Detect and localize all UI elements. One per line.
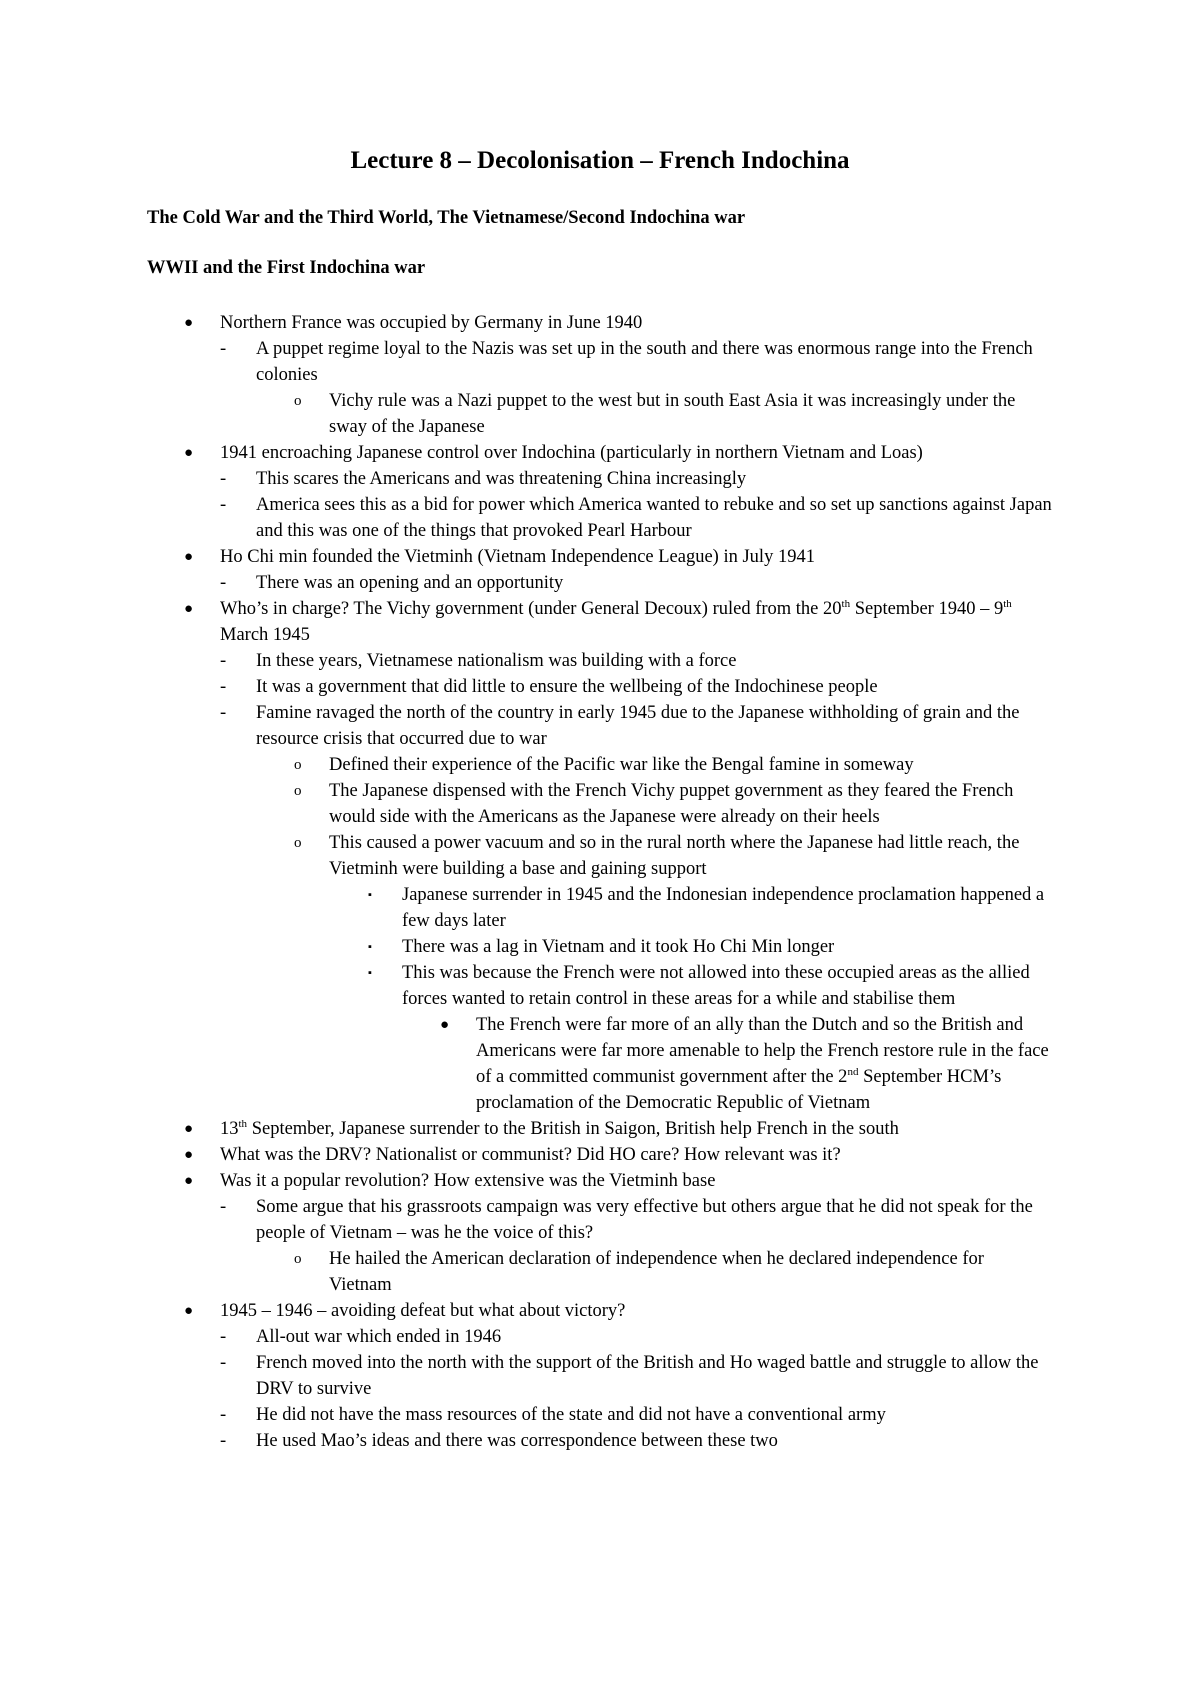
list-item-text: This scares the Americans and was threatening China increasingly bbox=[256, 469, 747, 489]
section-heading-wwii: WWII and the First Indochina war bbox=[147, 258, 426, 278]
dash-icon: - bbox=[220, 1431, 227, 1451]
list-item bbox=[220, 648, 1064, 674]
dash-icon: - bbox=[220, 1353, 227, 1373]
list-item-text: In these years, Vietnamese nationalism was building with a force bbox=[256, 651, 737, 671]
list-item bbox=[184, 1116, 1060, 1142]
list-item bbox=[184, 1168, 1060, 1194]
list-item-text: America sees this as a bid for power which America wanted to rebuke and so set up sanctions against Japan and this was one of the things that provoked Pearl Harbour bbox=[256, 495, 1052, 541]
list-item-text: There was a lag in Vietnam and it took Ho Chi Min longer bbox=[402, 937, 835, 957]
list-item bbox=[220, 1350, 1064, 1402]
list-item bbox=[184, 440, 1060, 466]
list-item-text: Defined their experience of the Pacific war like the Bengal famine in someway bbox=[329, 755, 914, 775]
list-item-text: 1945 – 1946 – avoiding defeat but what about victory? bbox=[220, 1301, 626, 1321]
list-item bbox=[220, 1402, 1064, 1428]
bullet-icon: ● bbox=[440, 1017, 450, 1033]
circle-bullet-icon: o bbox=[294, 1251, 302, 1267]
bullet-icon: ● bbox=[184, 445, 194, 461]
list-item bbox=[220, 492, 1064, 544]
list-item bbox=[220, 570, 1064, 596]
list-item-text: Famine ravaged the north of the country in early 1945 due to the Japanese withholding of grain and the resource crisis that occurred due to war bbox=[256, 703, 1020, 749]
square-bullet-icon: ▪ bbox=[368, 941, 372, 953]
list-item-text: 1941 encroaching Japanese control over Indochina (particularly in northern Vietnam and Loas) bbox=[220, 443, 923, 463]
bullet-icon: ● bbox=[184, 549, 194, 565]
dash-icon: - bbox=[220, 1197, 227, 1217]
list-item bbox=[220, 1324, 1064, 1350]
list-item-text: This caused a power vacuum and so in the rural north where the Japanese had little reach, the Vietminh were building a base and gaining support bbox=[329, 833, 1020, 879]
superscript: th bbox=[841, 597, 851, 610]
list-item-text: Was it a popular revolution? How extensive was the Vietminh base bbox=[220, 1171, 716, 1191]
list-item-text: It was a government that did little to ensure the wellbeing of the Indochinese people bbox=[256, 677, 878, 697]
dash-icon: - bbox=[220, 677, 227, 697]
list-item bbox=[368, 882, 1062, 934]
dash-icon: - bbox=[220, 1327, 227, 1347]
list-item-text: Ho Chi min founded the Vietminh (Vietnam Independence League) in July 1941 bbox=[220, 547, 815, 567]
list-item-text: Northern France was occupied by Germany in June 1940 bbox=[220, 313, 643, 333]
bullet-icon: ● bbox=[184, 315, 194, 331]
square-bullet-icon: ▪ bbox=[368, 967, 372, 979]
bullet-icon: ● bbox=[184, 1121, 194, 1137]
list-item-text: He hailed the American declaration of independence when he declared independence for Vietnam bbox=[329, 1249, 984, 1295]
list-item bbox=[220, 700, 1064, 752]
circle-bullet-icon: o bbox=[294, 393, 302, 409]
list-item bbox=[368, 960, 1062, 1012]
superscript: th bbox=[1003, 597, 1012, 610]
list-item bbox=[184, 596, 1060, 648]
square-bullet-icon: ▪ bbox=[368, 889, 372, 901]
dash-icon: - bbox=[220, 495, 227, 515]
list-item bbox=[440, 1012, 1061, 1116]
list-item-text: He used Mao’s ideas and there was correspondence between these two bbox=[256, 1431, 778, 1451]
list-item-text: What was the DRV? Nationalist or communist? Did HO care? How relevant was it? bbox=[220, 1145, 841, 1165]
superscript: th bbox=[238, 1117, 248, 1130]
list-item-text: Vichy rule was a Nazi puppet to the west but in south East Asia it was increasingly under the sway of the Japanese bbox=[329, 391, 1016, 437]
bullet-icon: ● bbox=[184, 1173, 194, 1189]
section-heading-cold-war: The Cold War and the Third World, The Vietnamese/Second Indochina war bbox=[147, 208, 746, 228]
list-item bbox=[220, 466, 1064, 492]
list-item-text: All-out war which ended in 1946 bbox=[256, 1327, 502, 1347]
dash-icon: - bbox=[220, 651, 227, 671]
list-item-text: A puppet regime loyal to the Nazis was set up in the south and there was enormous range into the French colonies bbox=[256, 339, 1033, 385]
list-item-text: Japanese surrender in 1945 and the Indonesian independence proclamation happened a few days later bbox=[402, 885, 1045, 931]
list-item bbox=[294, 388, 1029, 440]
list-item bbox=[368, 934, 1062, 960]
list-item-text: This was because the French were not allowed into these occupied areas as the allied forces wanted to retain control in these areas for a while and stabilise them bbox=[402, 963, 1030, 1009]
dash-icon: - bbox=[220, 703, 227, 723]
list-item bbox=[294, 752, 1029, 778]
list-item bbox=[294, 778, 1029, 830]
dash-icon: - bbox=[220, 1405, 227, 1425]
list-item-text: Some argue that his grassroots campaign was very effective but others argue that he did not speak for the people of Vietnam – was he the voice of this? bbox=[256, 1197, 1033, 1243]
list-item-text: French moved into the north with the support of the British and Ho waged battle and struggle to allow the DRV to survive bbox=[256, 1353, 1039, 1399]
list-item bbox=[220, 336, 1064, 388]
list-item bbox=[294, 830, 1029, 882]
list-item bbox=[184, 1298, 1060, 1324]
list-item bbox=[184, 1142, 1060, 1168]
circle-bullet-icon: o bbox=[294, 835, 302, 851]
list-item bbox=[184, 310, 1060, 336]
bullet-icon: ● bbox=[184, 601, 194, 617]
list-item bbox=[220, 674, 1064, 700]
list-item-text: There was an opening and an opportunity bbox=[256, 573, 564, 593]
page-title: Lecture 8 – Decolonisation – French Indochina bbox=[350, 147, 850, 174]
list-item bbox=[294, 1246, 1029, 1298]
circle-bullet-icon: o bbox=[294, 757, 302, 773]
list-item-text: He did not have the mass resources of the state and did not have a conventional army bbox=[256, 1405, 886, 1425]
list-item-text: The French were far more of an ally than the Dutch and so the British and Americans were far more amenable to help the French restore rule in the face of a committed communist government after the 2nd September HCM’s proclamation of the Democratic Republic of Vietnam bbox=[476, 1015, 1049, 1113]
dash-icon: - bbox=[220, 469, 227, 489]
bullet-icon: ● bbox=[184, 1147, 194, 1163]
superscript: nd bbox=[847, 1065, 859, 1078]
dash-icon: - bbox=[220, 573, 227, 593]
list-item bbox=[220, 1428, 1064, 1454]
list-item-text: 13th September, Japanese surrender to the British in Saigon, British help French in the south bbox=[220, 1117, 899, 1139]
list-item-text: Who’s in charge? The Vichy government (under General Decoux) ruled from the 20th September 1940 – 9th March 1945 bbox=[220, 597, 1012, 645]
list-item bbox=[184, 544, 1060, 570]
list-item-text: The Japanese dispensed with the French Vichy puppet government as they feared the French would side with the Americans as the Japanese were already on their heels bbox=[329, 781, 1014, 827]
bullet-icon: ● bbox=[184, 1303, 194, 1319]
circle-bullet-icon: o bbox=[294, 783, 302, 799]
list-item bbox=[220, 1194, 1064, 1246]
dash-icon: - bbox=[220, 339, 227, 359]
